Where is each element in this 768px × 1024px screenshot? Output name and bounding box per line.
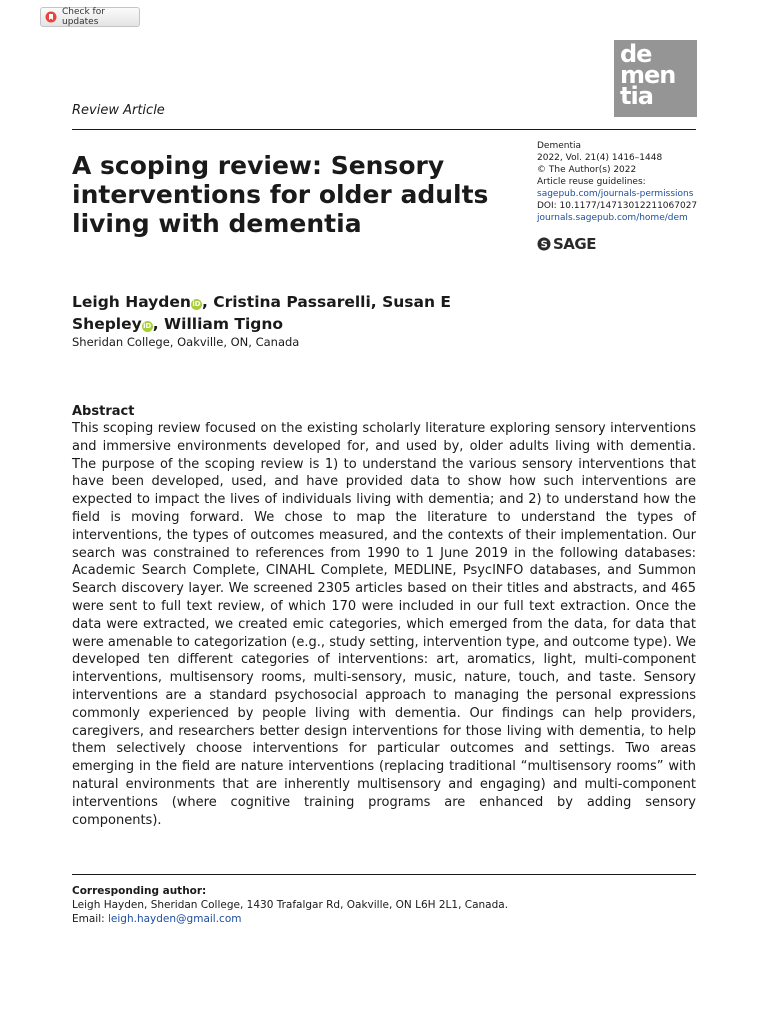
author-names: , William Tigno: [152, 315, 284, 333]
orcid-icon[interactable]: iD: [192, 300, 201, 308]
journal-home-link[interactable]: journals.sagepub.com/home/dem: [537, 213, 688, 223]
affiliation: Sheridan College, Oakville, ON, Canada: [72, 335, 300, 349]
header-divider: [72, 129, 696, 130]
corresponding-author: [72, 884, 696, 926]
email-label: Email:: [72, 913, 109, 925]
journal-logo-line: men: [620, 61, 676, 89]
footnote-divider: [72, 874, 696, 875]
check-for-updates-label: Check for updates: [62, 7, 105, 27]
copyright: © The Author(s) 2022: [537, 165, 637, 175]
article-type: Review Article: [72, 103, 165, 118]
corresponding-label: Corresponding author:: [72, 885, 207, 897]
author-list: [72, 291, 492, 335]
sage-s-icon: [537, 237, 551, 251]
citation: 2022, Vol. 21(4) 1416–1448: [537, 153, 663, 163]
check-for-updates-button[interactable]: [40, 7, 140, 27]
reuse-label: Article reuse guidelines:: [537, 177, 646, 187]
check-updates-icon: [45, 11, 57, 23]
journal-logo-line: de: [620, 40, 652, 68]
email-link[interactable]: leigh.hayden@gmail.com: [108, 913, 242, 925]
orcid-icon[interactable]: iD: [143, 322, 152, 330]
publisher-name: SAGE: [553, 235, 596, 253]
doi[interactable]: DOI: 10.1177/14713012211067027: [537, 201, 698, 211]
svg-text:S: S: [540, 239, 548, 251]
journal-logo-line: tia: [620, 82, 653, 110]
author-name: Leigh Hayden: [72, 293, 191, 311]
reuse-link[interactable]: sagepub.com/journals-permissions: [537, 189, 694, 199]
article-metadata: [537, 140, 717, 224]
journal-logo: [614, 40, 697, 117]
corresponding-address: Leigh Hayden, Sheridan College, 1430 Trafalgar Rd, Oakville, ON L6H 2L1, Canada.: [72, 899, 509, 911]
author-names: , Cristina Passarelli, Susan E: [201, 293, 451, 311]
abstract-heading: Abstract: [72, 404, 135, 419]
author-name: Shepley: [72, 315, 142, 333]
abstract-text: This scoping review focused on the existing scholarly literature exploring sensory interventions and immersive environments developed for, and used by, older adults living with dementia. The purpose of the scoping review is 1) to understand the various sensory interventions that have been developed, used, and have provided data to show how such interventions are expected to impact the lives of individuals living with dementia; and 2) to understand how the field is moving forward. We chose to map the literature to understand the types of interventions, the types of outcomes measured, and the contexts of their implementation. Our search was constrained to references from 1990 to 1 June 2019 in the following databases: Academic Search Complete, CINAHL Complete, MEDLINE, PsycINFO databases, and Summon Search discovery layer. We screened 2305 articles based on their titles and abstracts, and 465 were sent to full text review, of which 170 were included in our full text extraction. Once the data were extracted, we created emic categories, which emerged from the data, for data that were amenable to categorization (e.g., study setting, intervention type, and outcome type). We developed ten different categories of interventions: art, aromatics, light, multi-component interventions, multisensory rooms, multi-sensory, music, nature, touch, and taste. Sensory interventions are a standard psychosocial approach to managing the personal expressions commonly experienced by people living with dementia. Our findings can help providers, caregivers, and researchers better design interventions for those living with dementia, to help them selectively choose interventions for particular outcomes and settings. Two areas emerging in the field are nature interventions (replacing traditional “multisensory rooms” with natural environments that are inherently multisensory and engaging) and multi-component interventions (where cognitive training programs are enhanced by adding sensory components).: [72, 421, 696, 828]
publisher-logo: [537, 235, 596, 253]
article-title: A scoping review: Sensory interventions for older adults living with dementia: [72, 151, 489, 238]
journal-name: Dementia: [537, 141, 582, 151]
